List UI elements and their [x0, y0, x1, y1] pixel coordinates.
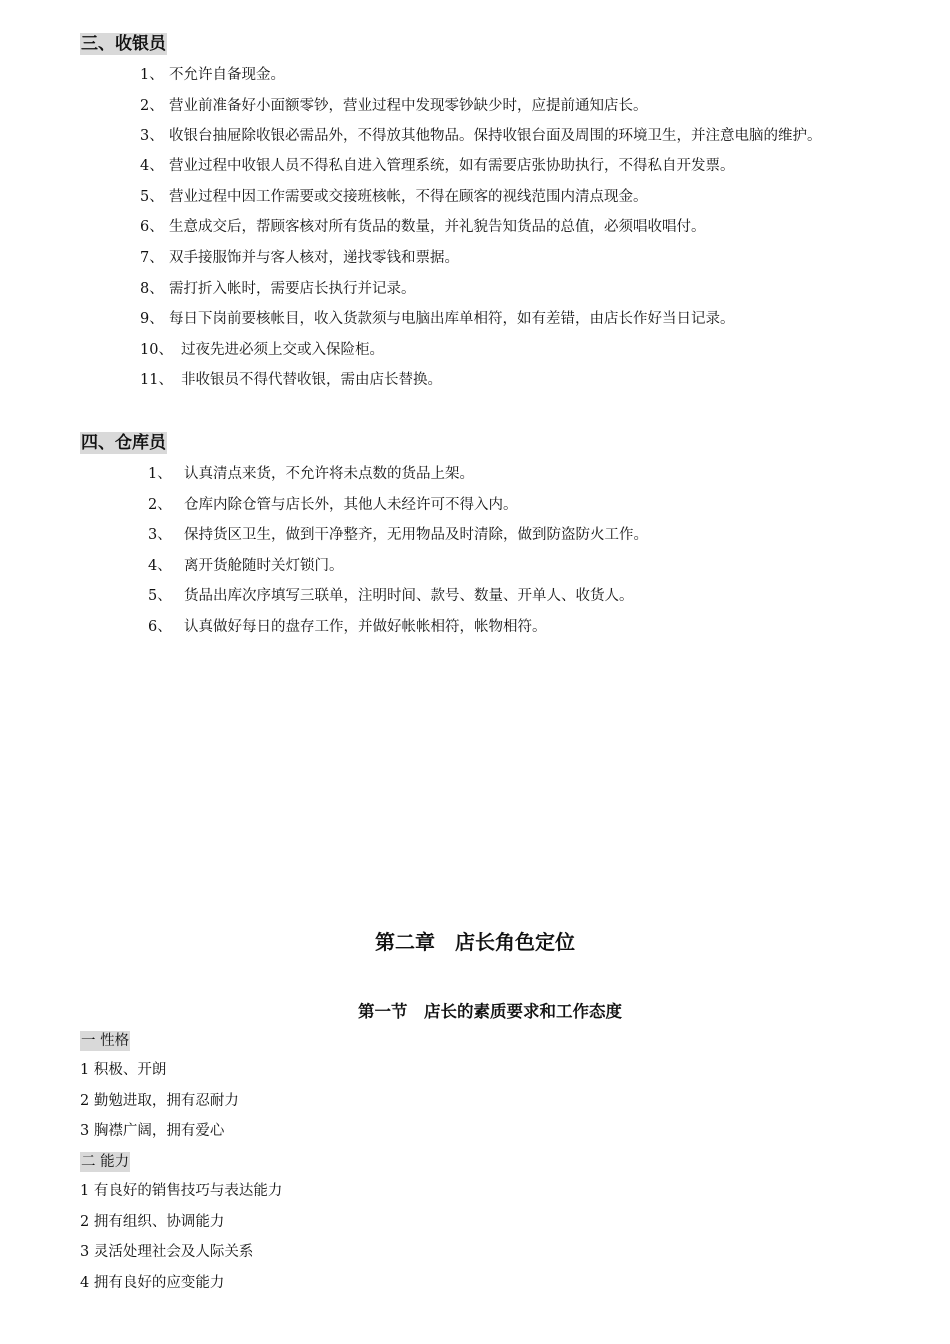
- cashier-item-number: 8、: [140, 280, 164, 297]
- warehouse-item-text: 认真做好每日的盘存工作，并做好帐帐相符，帐物相符。: [184, 618, 547, 635]
- ability-item: 1 有良好的销售技巧与表达能力: [80, 1183, 283, 1199]
- cashier-item-text: 非收银员不得代替收银，需由店长替换。: [181, 372, 442, 389]
- warehouse-item-number: 6、: [148, 618, 172, 635]
- cashier-item-text: 过夜先进必须上交或入保险柜。: [181, 341, 384, 358]
- cashier-item-number: 5、: [140, 188, 164, 205]
- personality-item: 2 勤勉进取，拥有忍耐力: [80, 1092, 239, 1109]
- personality-heading: 一 性格: [81, 1033, 130, 1049]
- personality-list: [80, 1055, 239, 1147]
- ability-item: 3 灵活处理社会及人际关系: [80, 1244, 254, 1260]
- warehouse-item-text: 离开货舱随时关灯锁门。: [184, 557, 344, 574]
- cashier-item-text: 生意成交后，帮顾客核对所有货品的数量，并礼貌告知货品的总值，必须唱收唱付。: [169, 219, 706, 236]
- cashier-list: [140, 60, 875, 396]
- warehouse-heading: 四、仓库员: [81, 433, 166, 453]
- warehouse-item-number: 5、: [148, 588, 172, 605]
- warehouse-item-text: 货品出库次序填写三联单，注明时间、款号、数量、开单人、收货人。: [184, 588, 634, 605]
- ability-list: [80, 1176, 282, 1298]
- cashier-item: [140, 243, 875, 274]
- cashier-item-number: 7、: [140, 249, 164, 266]
- cashier-item-text: 每日下岗前要核帐目，收入货款须与电脑出库单相符，如有差错，由店长作好当日记录。: [169, 311, 735, 328]
- cashier-item: [140, 60, 875, 91]
- chapter-title: 第二章 店长角色定位: [375, 930, 575, 954]
- cashier-item-number: 11、: [140, 372, 173, 389]
- cashier-item-number: 4、: [140, 158, 164, 175]
- cashier-item-number: 1、: [140, 67, 164, 83]
- cashier-item-text: 营业前准备好小面额零钞，营业过程中发现零钞缺少时，应提前通知店长。: [169, 97, 648, 114]
- warehouse-item-number: 2、: [148, 496, 172, 513]
- cashier-item-number: 6、: [140, 219, 164, 236]
- warehouse-item-text: 仓库内除仓管与店长外，其他人未经许可不得入内。: [184, 496, 518, 513]
- cashier-item: [140, 212, 875, 243]
- warehouse-item: [148, 612, 868, 643]
- cashier-item-text: 双手接服饰并与客人核对，递找零钱和票据。: [169, 249, 459, 266]
- cashier-heading: 三、收银员: [81, 34, 166, 54]
- warehouse-item-number: 1、: [148, 466, 172, 482]
- section-title: 第一节 店长的素质要求和工作态度: [358, 1002, 622, 1021]
- ability-item: 4 拥有良好的应变能力: [80, 1274, 225, 1291]
- ability-heading: 二 能力: [81, 1154, 130, 1170]
- cashier-item-number: 3、: [140, 128, 164, 145]
- warehouse-item: [148, 459, 868, 490]
- cashier-item: [140, 304, 875, 335]
- cashier-item: [140, 151, 875, 182]
- cashier-item-text: 需打折入帐时，需要店长执行并记录。: [169, 280, 416, 297]
- cashier-item-text: 收银台抽屉除收银必需品外，不得放其他物品。保持收银台面及周围的环境卫生，并注意电脑的维护。: [169, 128, 822, 145]
- cashier-item-text: 营业过程中因工作需要或交接班核帐，不得在顾客的视线范围内清点现金。: [169, 188, 648, 205]
- personality-item: 3 胸襟广阔，拥有爱心: [80, 1123, 225, 1139]
- warehouse-item-number: 4、: [148, 557, 172, 574]
- personality-item: 1 积极、开朗: [80, 1062, 167, 1078]
- cashier-item-number: 9、: [140, 311, 164, 328]
- warehouse-item-number: 3、: [148, 527, 172, 544]
- cashier-item: [140, 91, 875, 122]
- cashier-item-text: 不允许自备现金。: [169, 67, 285, 83]
- warehouse-item: [148, 490, 868, 521]
- cashier-item: [140, 274, 875, 305]
- cashier-item: [140, 335, 875, 366]
- cashier-item-text: 营业过程中收银人员不得私自进入管理系统，如有需要店张协助执行，不得私自开发票。: [169, 158, 735, 175]
- ability-item: 2 拥有组织、协调能力: [80, 1213, 225, 1230]
- cashier-item: [140, 121, 875, 151]
- warehouse-item: [148, 520, 868, 551]
- warehouse-item: [148, 581, 868, 612]
- cashier-item: [140, 365, 875, 396]
- cashier-item: [140, 182, 875, 213]
- warehouse-item-text: 保持货区卫生，做到干净整齐，无用物品及时清除，做到防盗防火工作。: [184, 527, 648, 544]
- cashier-item-number: 10、: [140, 341, 173, 358]
- warehouse-item-text: 认真清点来货，不允许将未点数的货品上架。: [184, 466, 474, 482]
- warehouse-list: [148, 459, 868, 643]
- warehouse-item: [148, 551, 868, 582]
- cashier-item-number: 2、: [140, 97, 164, 114]
